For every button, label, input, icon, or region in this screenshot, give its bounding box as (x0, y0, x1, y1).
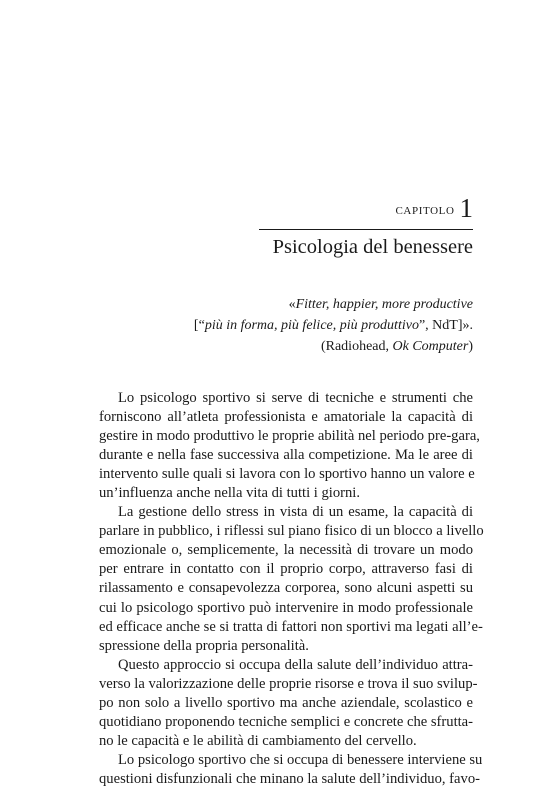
text-line: spressione della propria personalità. (99, 637, 309, 654)
chapter-rule (259, 229, 473, 230)
chapter-title: Psicologia del benessere (272, 236, 473, 258)
text-line: intervento sulle quali si lavora con lo sportivo hanno un valore e (99, 466, 475, 483)
epigraph-quote: Fitter, happier, more productive (295, 297, 473, 312)
chapter-number: 1 (459, 193, 473, 223)
paragraph (80, 503, 484, 655)
epigraph-close: ) (468, 339, 473, 354)
text-line: verso la valorizzazione delle proprie risorse e trova il suo svilup- (99, 675, 478, 692)
text-line: no le capacità e le abilità di cambiamento del cervello. (99, 732, 417, 749)
epigraph-quote-mark: « (288, 297, 296, 312)
text-line: Questo approccio si occupa della salute dell’individuo attra- (118, 656, 473, 673)
chapter-label: CAPITOLO (395, 205, 455, 217)
epigraph-author: (Radiohead, (320, 339, 393, 354)
epigraph-translator-note: ”, NdT]». (418, 318, 473, 333)
text-line: emozionale o, semplicemente, la necessità di trovare un modo (99, 542, 473, 559)
epigraph (120, 294, 473, 357)
epigraph-line-3 (120, 336, 473, 357)
epigraph-line-2 (120, 315, 473, 336)
paragraph (80, 389, 480, 503)
text-line: Lo psicologo sportivo che si occupa di benessere interviene su (118, 751, 483, 768)
text-line: Lo psicologo sportivo si serve di tecniche e strumenti che (118, 390, 473, 406)
text-line: parlare in pubblico, i riflessi sul piano fisico di un blocco a livello (99, 523, 484, 540)
epigraph-line-1 (120, 294, 473, 315)
text-line: rilassamento e consapevolezza corporea, sono alcuni aspetti su (99, 580, 473, 597)
text-line: po non solo a livello sportivo ma anche aziendale, scolastico e (99, 694, 473, 711)
text-line: un’influenza anche nella vita di tutti i giorni. (99, 485, 360, 502)
text-line: quotidiano proponendo tecniche semplici e concrete che sfrutta- (99, 713, 474, 730)
text-line: La gestione dello stress in vista di un esame, la capacità di (118, 504, 473, 521)
text-line: per entrare in contatto con il proprio corpo, attraverso fasi di (99, 561, 473, 578)
text-line: questioni disfunzionali che minano la salute dell’individuo, favo- (99, 770, 480, 787)
epigraph-translation: più in forma, più felice, più produttivo (204, 318, 419, 333)
text-line: ed efficace anche se si tratta di fattori non sportivi ma legati all’e- (99, 618, 483, 635)
epigraph-work: Ok Computer (392, 339, 469, 354)
text-line: cui lo psicologo sportivo può intervenire in modo professionale (99, 599, 473, 616)
epigraph-bracket-open: [“ (193, 318, 205, 333)
paragraph (80, 751, 483, 789)
body-text (80, 389, 484, 789)
paragraph (80, 656, 478, 751)
chapter-heading (259, 193, 473, 223)
text-line: gestire in modo produttivo le proprie abilità nel periodo pre-gara, (99, 428, 480, 445)
text-line: forniscono all’atleta professionista e amatoriale la capacità di (99, 409, 473, 426)
text-line: durante e nella fase successiva alla competizione. Ma le aree di (99, 447, 473, 464)
